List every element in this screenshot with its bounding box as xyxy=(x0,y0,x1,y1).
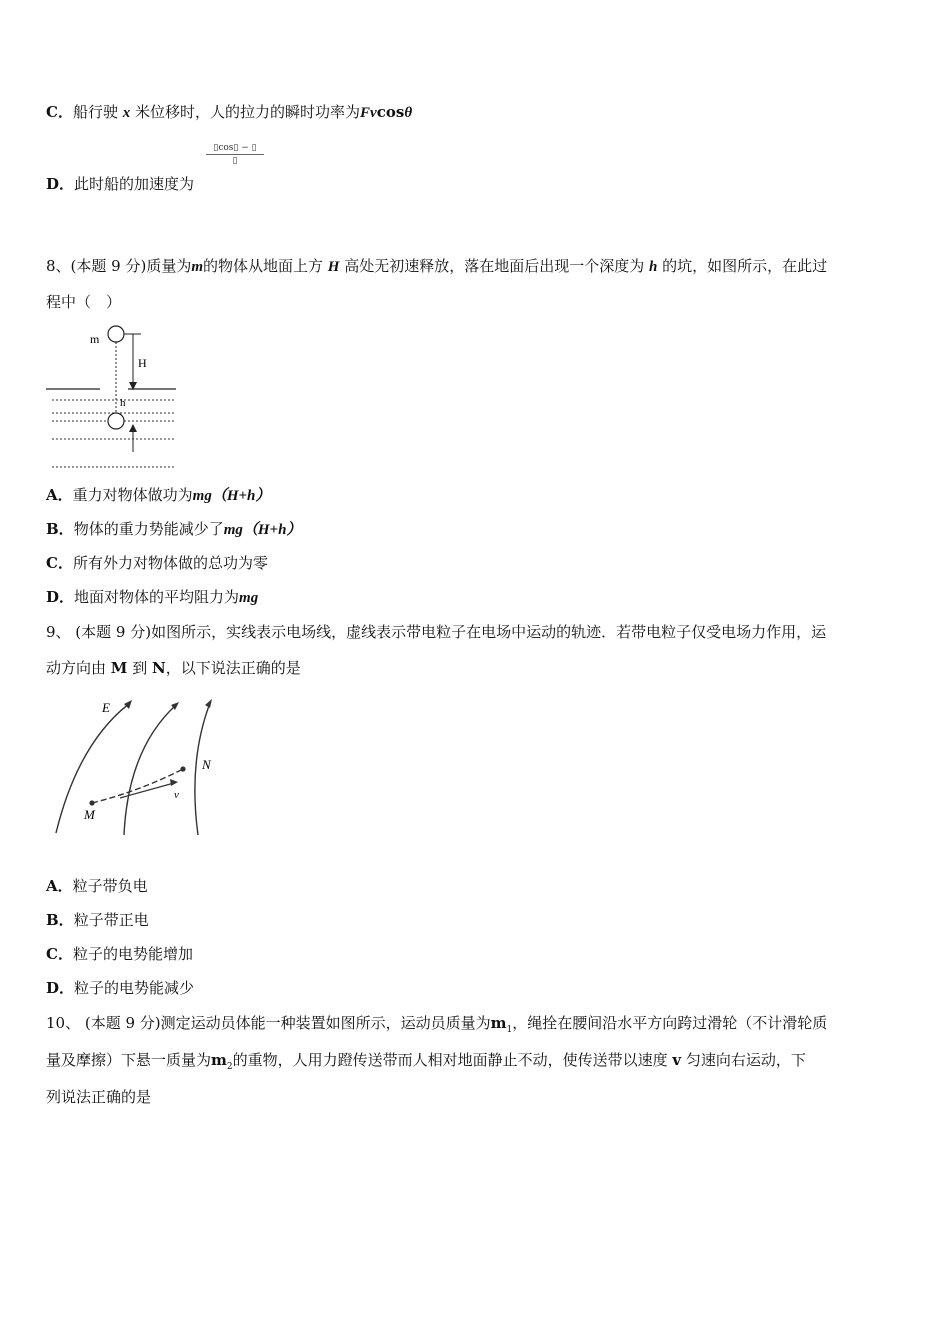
stem-text: 量及摩擦）下悬一质量为 xyxy=(46,1051,212,1069)
q9-option-c xyxy=(46,944,193,964)
point-label: N xyxy=(151,659,166,677)
option-text: 米位移时，人的拉力的瞬时功率为 xyxy=(135,103,361,121)
fraction-numerator: ▯cos▯ − ▯ xyxy=(206,143,264,155)
q9-stem-line2 xyxy=(46,658,301,678)
label-h: h xyxy=(120,397,126,409)
math-expr: Fv xyxy=(360,105,377,121)
q8-option-b xyxy=(46,519,301,540)
stem-text: ，以下说法正确的是 xyxy=(165,659,301,677)
ball-bottom xyxy=(108,413,124,429)
q9-option-d xyxy=(46,978,194,998)
math-var: m xyxy=(191,259,203,275)
q8-option-c xyxy=(46,553,268,573)
math-expr: θ xyxy=(404,105,413,121)
math-expr: mg xyxy=(223,522,243,538)
math-var: m xyxy=(490,1014,507,1032)
math-expr: mg xyxy=(192,488,212,504)
option-label: A． xyxy=(46,486,73,504)
stem-text: 的坑，如图所示，在此过 xyxy=(662,257,828,275)
option-text: 粒子的电势能减少 xyxy=(74,979,195,997)
math-expr: （H+h） xyxy=(242,522,302,538)
q9-figure xyxy=(50,695,230,845)
option-label: D． xyxy=(46,979,75,997)
stem-text: 高处无初速释放，落在地面后出现一个深度为 xyxy=(344,257,645,275)
q8-stem-line2 xyxy=(46,292,121,312)
q10-stem-line2 xyxy=(46,1050,806,1077)
q10-stem-line3 xyxy=(46,1087,151,1107)
option-label: C． xyxy=(46,103,73,121)
math-expr: cos xyxy=(376,103,405,121)
option-label: D． xyxy=(46,175,75,193)
option-text: 地面对物体的平均阻力为 xyxy=(74,588,240,606)
stem-text: 9、 (本题 9 分)如图所示，实线表示电场线，虚线表示带电粒子在电场中运动的轨迹．若带电粒子仅受电场力作用，运 xyxy=(46,623,827,641)
math-var: m xyxy=(211,1051,227,1069)
q7-option-c xyxy=(46,102,412,123)
option-text: 物体的重力势能减少了 xyxy=(73,520,224,538)
option-text: 粒子的电势能增加 xyxy=(72,945,193,963)
option-label: B． xyxy=(46,520,74,538)
math-var: H xyxy=(327,259,340,275)
fraction-image xyxy=(206,143,264,166)
point-N-end xyxy=(180,766,185,771)
stem-text: 匀速向右运动，下 xyxy=(685,1051,806,1069)
point-M xyxy=(89,800,94,805)
label-M: M xyxy=(84,807,95,822)
label-H: H xyxy=(138,356,147,370)
trajectory xyxy=(92,769,183,803)
q8-figure xyxy=(44,320,184,478)
label-m: m xyxy=(90,332,100,346)
option-text: 所有外力对物体做的总功为零 xyxy=(72,554,268,572)
option-label: B． xyxy=(46,911,74,929)
label-N: N xyxy=(202,757,211,772)
option-label: C． xyxy=(46,945,73,963)
q10-stem-line1 xyxy=(46,1013,827,1040)
q9-option-a xyxy=(46,876,148,896)
q9-stem-line1 xyxy=(46,622,826,642)
fraction-denominator: ▯ xyxy=(232,156,238,166)
math-var: x xyxy=(122,105,131,121)
stem-text: ，绳拴在腰间沿水平方向跨过滑轮（不计滑轮质 xyxy=(512,1014,828,1032)
option-label: A． xyxy=(46,877,73,895)
stem-text: 10、 (本题 9 分)测定运动员体能一种装置如图所示，运动员质量为 xyxy=(46,1014,491,1032)
label-E: E xyxy=(102,700,110,715)
option-text: 重力对物体做功为 xyxy=(72,486,193,504)
math-expr: （H+h） xyxy=(211,488,271,504)
arrow-head xyxy=(170,779,178,786)
field-line xyxy=(124,705,176,835)
stem-text: 动方向由 xyxy=(46,659,107,677)
label-v: v xyxy=(174,789,179,801)
subscript: 1 xyxy=(506,1025,513,1035)
q8-option-a xyxy=(46,485,270,506)
ball-top xyxy=(108,326,124,342)
stem-text: 列说法正确的是 xyxy=(46,1088,152,1106)
q8-stem-line1 xyxy=(46,256,827,277)
stem-text: 的物体从地面上方 xyxy=(203,257,324,275)
q7-option-d xyxy=(46,174,194,194)
option-text: 此时船的加速度为 xyxy=(74,175,195,193)
arrow-head xyxy=(129,424,137,432)
math-expr: mg xyxy=(239,590,259,606)
math-var: h xyxy=(649,259,658,275)
stem-text: 程中（ ） xyxy=(46,293,122,311)
math-var: v xyxy=(672,1051,682,1069)
arrow-head xyxy=(205,699,212,708)
q8-option-d xyxy=(46,587,258,608)
q9-option-b xyxy=(46,910,149,930)
subscript: 2 xyxy=(226,1062,233,1072)
point-label: M xyxy=(110,659,128,677)
stem-text: 到 xyxy=(132,659,148,677)
stem-text: 的重物，人用力蹬传送带而人相对地面静止不动，使传送带以速度 xyxy=(232,1051,668,1069)
option-label: C． xyxy=(46,554,73,572)
stem-text: 8、(本题 9 分)质量为 xyxy=(46,257,192,275)
option-text: 粒子带负电 xyxy=(72,877,148,895)
option-text: 船行驶 xyxy=(72,103,118,121)
option-label: D． xyxy=(46,588,75,606)
option-text: 粒子带正电 xyxy=(73,911,149,929)
